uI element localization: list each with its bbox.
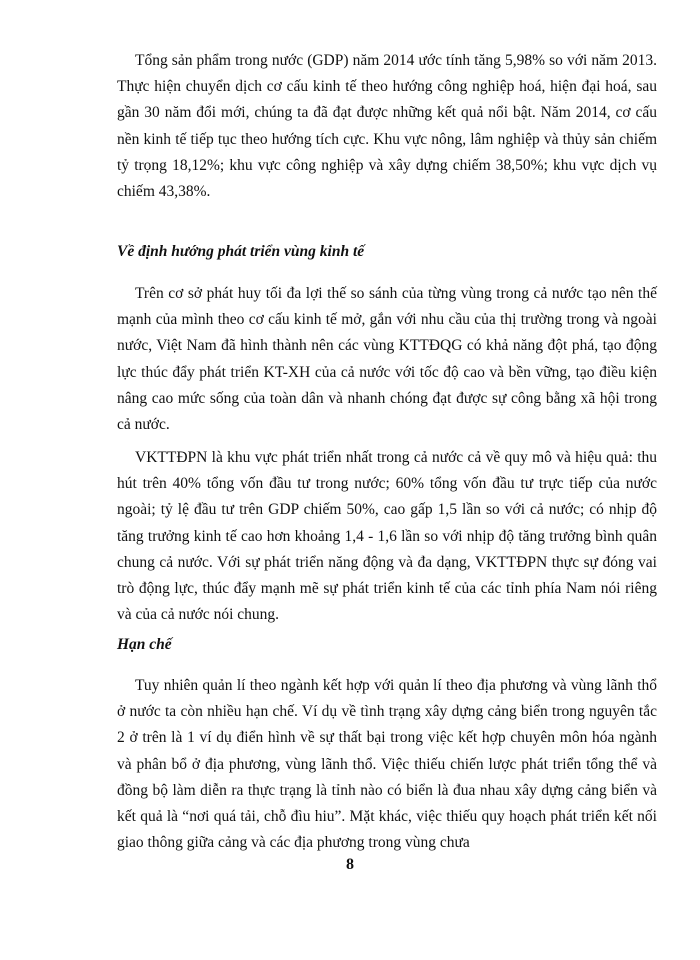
paragraph-limitations: Tuy nhiên quản lí theo ngành kết hợp với quản lí theo địa phương và vùng lãnh thổ ở nước ta còn nhiều hạn chế. Ví dụ về tình trạng xây dựng cảng biển trong nguyên tắc 2 ở trên là 1 ví dụ điển hình về sự thất bại trong việc kết hợp chuyên môn hóa ngành và phân bổ ở địa phương, vùng lãnh thổ. Việc thiếu chiến lược phát triển tổng thể và đồng bộ làm diễn ra thực trạng là tỉnh nào có biển là đua nhau xây dựng cảng biển và kết quả là “nơi quá tải, chỗ đìu hiu”. Mặt khác, việc thiếu quy hoạch phát triển kết nối giao thông giữa cảng và các địa phương trong vùng chưa: [117, 677, 657, 852]
page-number: 8: [346, 856, 354, 873]
paragraph-regional-strategy: Trên cơ sở phát huy tối đa lợi thế so sánh của từng vùng trong cả nước tạo nên thế mạnh của mình theo cơ cấu kinh tế mở, gắn với nhu cầu của thị trường trong và ngoài nước, Việt Nam đã hình thành nên các vùng KTTĐQG có khả năng đột phá, tạo động lực thúc đẩy phát triển KT-XH của cả nước với tốc độ cao và bền vững, tạo điều kiện nâng cao mức sống của toàn dân và nhanh chóng đạt được sự công bằng xã hội trong cả nước.: [117, 285, 657, 434]
paragraph-gdp: Tổng sản phẩm trong nước (GDP) năm 2014 ước tính tăng 5,98% so với năm 2013. Thực hiện chuyển dịch cơ cấu kinh tế theo hướng công nghiệp hoá, hiện đại hoá, sau gần 30 năm đổi mới, chúng ta đã đạt được những kết quả nổi bật. Năm 2014, cơ cấu nền kinh tế tiếp tục theo hướng tích cực. Khu vực nông, lâm nghiệp và thủy sản chiếm tỷ trọng 18,12%; khu vực công nghiệp và xây dựng chiếm 38,50%; khu vực dịch vụ chiếm 43,38%.: [117, 52, 657, 201]
heading-regional-orientation: Về định hướng phát triển vùng kinh tế: [117, 243, 365, 260]
heading-limitations: Hạn chế: [117, 636, 172, 653]
paragraph-vkttdpn: VKTTĐPN là khu vực phát triển nhất trong cả nước cả về quy mô và hiệu quả: thu hút trên 40% tổng vốn đầu tư trong nước; 60% tổng vốn đầu tư trực tiếp của nước ngoài; tỷ lệ đầu tư trên GDP chiếm 50%, cao gấp 1,5 lần so với cả nước; có nhịp độ tăng trưởng kinh tế cao hơn khoảng 1,4 - 1,6 lần so với nhịp độ tăng trưởng bình quân chung cả nước. Với sự phát triển năng động và đa dạng, VKTTĐPN thực sự đóng vai trò động lực, thúc đẩy mạnh mẽ sự phát triển kinh tế của các tỉnh phía Nam nói riêng và của cả nước nói chung.: [117, 449, 657, 624]
